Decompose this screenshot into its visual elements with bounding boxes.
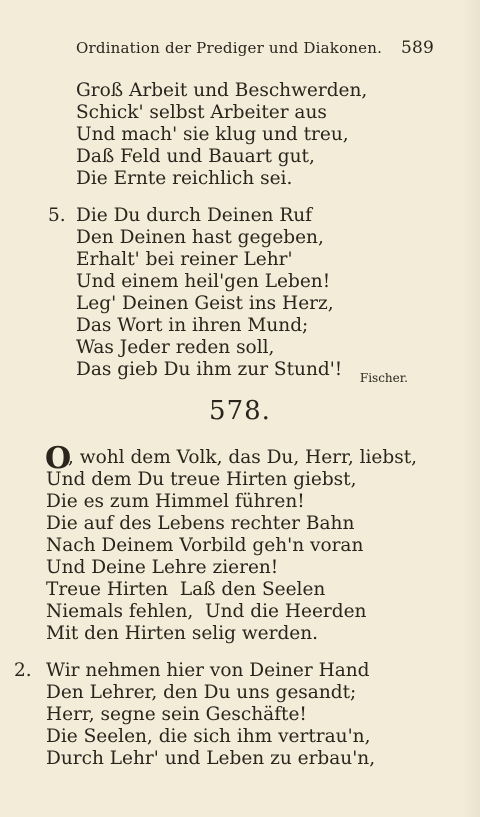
verse-line: Mit den Hirten selig werden. [46, 623, 319, 644]
verse-line: Daß Feld und Bauart gut, [76, 146, 315, 167]
verse-line: Wir nehmen hier von Deiner Hand [46, 660, 370, 681]
verse-line: Und Deine Lehre zieren! [46, 557, 279, 578]
verse-line: Und dem Du treue Hirten giebst, [46, 469, 357, 490]
verse-line: Den Lehrer, den Du uns gesandt; [46, 682, 357, 703]
verse-line: Treue Hirten Laß den Seelen [46, 579, 326, 600]
verse-line: Die Seelen, die sich ihm vertrau'n, [46, 726, 371, 747]
verse-line: Groß Arbeit und Beschwerden, [76, 80, 368, 101]
verse-line: Leg' Deinen Geist ins Herz, [76, 293, 334, 314]
page-edge-shadow [462, 0, 480, 817]
verse-line: Schick' selbst Arbeiter aus [76, 102, 327, 123]
verse-line: Durch Lehr' und Leben zu erbau'n, [46, 748, 376, 769]
stanza-number: 2. [14, 660, 32, 681]
verse-line: Nach Deinem Vorbild geh'n voran [46, 535, 364, 556]
verse-line: Die Du durch Deinen Ruf [76, 205, 313, 226]
hymn-number: 578. [209, 396, 271, 426]
running-header [76, 38, 434, 58]
drop-cap: O [45, 441, 72, 476]
verse-line: , wohl dem Volk, das Du, Herr, liebst, [68, 447, 418, 468]
verse-line: Erhalt' bei reiner Lehr' [76, 249, 293, 270]
verse-line: Niemals fehlen, Und die Heerden [46, 601, 367, 622]
stanza-number: 5. [48, 205, 66, 226]
verse-line: Und einem heil'gen Leben! [76, 271, 331, 292]
verse-line: Die es zum Himmel führen! [46, 491, 305, 512]
verse-line: Das gieb Du ihm zur Stund'! [76, 359, 343, 380]
verse-line: Die Ernte reichlich sei. [76, 168, 293, 189]
verse-line: Was Jeder reden soll, [76, 337, 275, 358]
author-attribution: Fischer. [359, 371, 408, 385]
header-title: Ordination der Prediger und Diakonen. [76, 39, 383, 57]
verse-line: Und mach' sie klug und treu, [76, 124, 349, 145]
verse-line: Herr, segne sein Geschäfte! [46, 704, 307, 725]
verse-line: Das Wort in ihren Mund; [76, 315, 309, 336]
verse-line: Den Deinen hast gegeben, [76, 227, 324, 248]
page-number: 589 [400, 38, 434, 58]
verse-line: Die auf des Lebens rechter Bahn [46, 513, 355, 534]
